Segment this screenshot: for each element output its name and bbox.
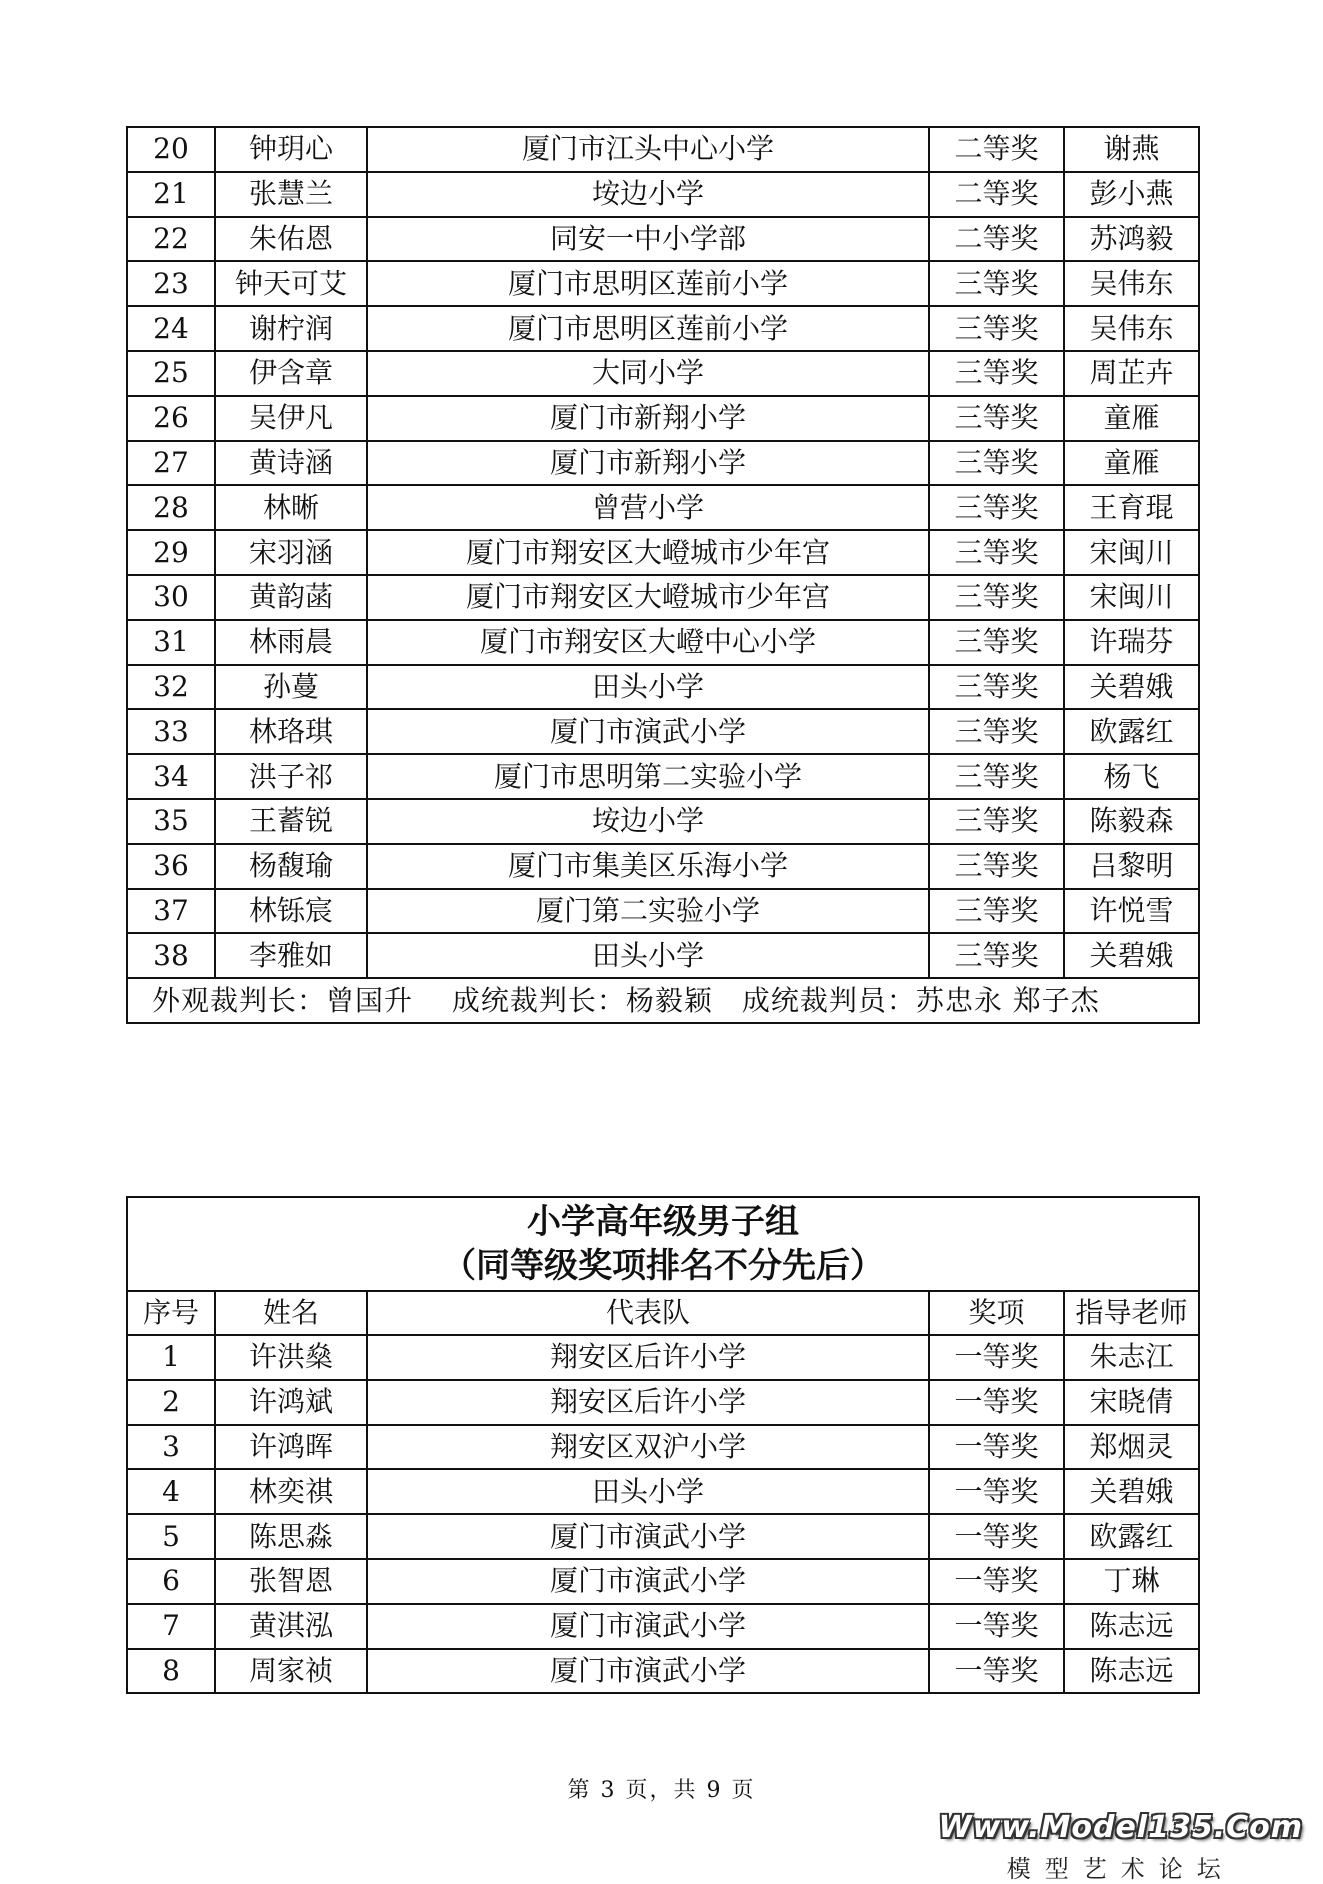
cell-name: 谢柠润 [215,306,367,351]
table-row [127,485,1199,530]
cell-team: 厦门市演武小学 [367,1559,929,1604]
header-team: 代表队 [367,1291,929,1335]
cell-seq: 21 [127,172,215,217]
results-table-continued [126,126,1200,1024]
cell-teacher: 许瑞芬 [1064,620,1199,665]
table-row [127,1649,1199,1694]
table-row [127,844,1199,889]
cell-award: 三等奖 [929,261,1064,306]
header-teacher: 指导老师 [1064,1291,1199,1335]
cell-name: 林奕祺 [215,1469,367,1514]
cell-seq: 33 [127,709,215,754]
cell-seq: 30 [127,575,215,620]
cell-name: 黄韵菡 [215,575,367,620]
cell-seq: 27 [127,441,215,486]
cell-award: 一等奖 [929,1559,1064,1604]
cell-award: 三等奖 [929,620,1064,665]
cell-team: 厦门市演武小学 [367,1649,929,1694]
cell-teacher: 周芷卉 [1064,351,1199,396]
cell-seq: 6 [127,1559,215,1604]
cell-seq: 38 [127,933,215,978]
cell-team: 厦门市演武小学 [367,1514,929,1559]
cell-name: 朱佑恩 [215,217,367,262]
cell-team: 翔安区后许小学 [367,1335,929,1380]
header-seq: 序号 [127,1291,215,1335]
table-row [127,306,1199,351]
cell-teacher: 陈志远 [1064,1604,1199,1649]
cell-teacher: 谢燕 [1064,127,1199,172]
watermark [939,1810,1303,1884]
cell-award: 三等奖 [929,530,1064,575]
cell-team: 厦门市新翔小学 [367,441,929,486]
cell-team: 大同小学 [367,351,929,396]
cell-team: 厦门市思明区莲前小学 [367,261,929,306]
cell-team: 田头小学 [367,665,929,710]
cell-teacher: 宋闽川 [1064,575,1199,620]
cell-award: 一等奖 [929,1649,1064,1694]
cell-award: 三等奖 [929,441,1064,486]
cell-award: 三等奖 [929,306,1064,351]
cell-teacher: 关碧娥 [1064,1469,1199,1514]
table-row [127,1514,1199,1559]
cell-award: 一等奖 [929,1604,1064,1649]
cell-name: 林珞琪 [215,709,367,754]
table-row [127,1380,1199,1425]
cell-team: 厦门第二实验小学 [367,889,929,934]
cell-team: 厦门市演武小学 [367,1604,929,1649]
cell-teacher: 苏鸿毅 [1064,217,1199,262]
table-row [127,799,1199,844]
cell-team: 曾营小学 [367,485,929,530]
cell-award: 三等奖 [929,665,1064,710]
cell-seq: 32 [127,665,215,710]
cell-seq: 36 [127,844,215,889]
cell-seq: 2 [127,1380,215,1425]
results-table-senior-boys [126,1196,1200,1694]
cell-seq: 5 [127,1514,215,1559]
cell-team: 田头小学 [367,1469,929,1514]
cell-seq: 28 [127,485,215,530]
cell-seq: 22 [127,217,215,262]
table-row [127,665,1199,710]
table-row [127,620,1199,665]
cell-teacher: 欧露红 [1064,709,1199,754]
cell-award: 一等奖 [929,1425,1064,1470]
cell-award: 三等奖 [929,351,1064,396]
cell-seq: 3 [127,1425,215,1470]
cell-name: 周家祯 [215,1649,367,1694]
cell-seq: 26 [127,396,215,441]
cell-name: 林雨晨 [215,620,367,665]
watermark-url: Www.Model135.Com [938,1810,1303,1845]
cell-team: 厦门市江头中心小学 [367,127,929,172]
cell-team: 田头小学 [367,933,929,978]
group-title-row [127,1197,1199,1291]
cell-name: 洪子祁 [215,754,367,799]
cell-award: 三等奖 [929,799,1064,844]
cell-name: 林铄宸 [215,889,367,934]
cell-name: 黄诗涵 [215,441,367,486]
cell-name: 许鸿斌 [215,1380,367,1425]
cell-teacher: 陈毅森 [1064,799,1199,844]
table-row [127,261,1199,306]
cell-name: 陈思淼 [215,1514,367,1559]
table-row [127,1469,1199,1514]
table-row [127,217,1199,262]
cell-name: 王蓄锐 [215,799,367,844]
cell-teacher: 吕黎明 [1064,844,1199,889]
cell-teacher: 关碧娥 [1064,665,1199,710]
cell-teacher: 宋晓倩 [1064,1380,1199,1425]
table-row [127,709,1199,754]
header-row [127,1291,1199,1335]
group-title [127,1197,1199,1291]
cell-name: 杨馥瑜 [215,844,367,889]
judges-footer: 外观裁判长：曾国升 成统裁判长：杨毅颖 成统裁判员：苏忠永 郑子杰 [127,978,1199,1023]
cell-teacher: 关碧娥 [1064,933,1199,978]
table-row [127,754,1199,799]
cell-award: 二等奖 [929,127,1064,172]
page-number: 第 3 页，共 9 页 [567,1778,756,1803]
cell-award: 一等奖 [929,1380,1064,1425]
cell-award: 三等奖 [929,396,1064,441]
table-row [127,396,1199,441]
cell-award: 三等奖 [929,754,1064,799]
table-row [127,1425,1199,1470]
table-row [127,441,1199,486]
cell-teacher: 吴伟东 [1064,306,1199,351]
cell-award: 二等奖 [929,217,1064,262]
cell-seq: 8 [127,1649,215,1694]
cell-name: 宋羽涵 [215,530,367,575]
cell-teacher: 杨飞 [1064,754,1199,799]
cell-teacher: 彭小燕 [1064,172,1199,217]
cell-award: 三等奖 [929,844,1064,889]
cell-award: 三等奖 [929,933,1064,978]
cell-award: 一等奖 [929,1514,1064,1559]
cell-team: 厦门市新翔小学 [367,396,929,441]
cell-teacher: 许悦雪 [1064,889,1199,934]
cell-award: 一等奖 [929,1335,1064,1380]
cell-seq: 4 [127,1469,215,1514]
cell-name: 林晰 [215,485,367,530]
cell-seq: 37 [127,889,215,934]
cell-seq: 7 [127,1604,215,1649]
cell-seq: 23 [127,261,215,306]
cell-team: 翔安区后许小学 [367,1380,929,1425]
cell-award: 三等奖 [929,709,1064,754]
group-title-line2: （同等级奖项排名不分先后） [442,1246,884,1286]
cell-name: 孙蔓 [215,665,367,710]
cell-name: 钟天可艾 [215,261,367,306]
table-row [127,127,1199,172]
watermark-caption: 模型艺术论坛 [1006,1855,1235,1883]
cell-team: 翔安区双沪小学 [367,1425,929,1470]
cell-name: 钟玥心 [215,127,367,172]
table-row [127,530,1199,575]
cell-teacher: 宋闽川 [1064,530,1199,575]
cell-name: 张智恩 [215,1559,367,1604]
cell-name: 张慧兰 [215,172,367,217]
cell-team: 厦门市翔安区大嶝城市少年宫 [367,530,929,575]
cell-team: 垵边小学 [367,172,929,217]
cell-award: 三等奖 [929,485,1064,530]
cell-teacher: 童雁 [1064,441,1199,486]
cell-teacher: 王育琨 [1064,485,1199,530]
cell-name: 黄淇泓 [215,1604,367,1649]
table-row [127,1559,1199,1604]
cell-seq: 1 [127,1335,215,1380]
cell-team: 厦门市集美区乐海小学 [367,844,929,889]
cell-name: 许洪燊 [215,1335,367,1380]
cell-name: 吴伊凡 [215,396,367,441]
cell-award: 二等奖 [929,172,1064,217]
cell-team: 厦门市翔安区大嶝城市少年宫 [367,575,929,620]
cell-seq: 24 [127,306,215,351]
judges-row [127,978,1199,1023]
header-award: 奖项 [929,1291,1064,1335]
cell-team: 厦门市思明第二实验小学 [367,754,929,799]
table-row [127,1604,1199,1649]
cell-seq: 34 [127,754,215,799]
cell-teacher: 童雁 [1064,396,1199,441]
cell-seq: 31 [127,620,215,665]
cell-teacher: 吴伟东 [1064,261,1199,306]
cell-team: 厦门市翔安区大嶝中心小学 [367,620,929,665]
cell-award: 一等奖 [929,1469,1064,1514]
table-row [127,351,1199,396]
cell-teacher: 朱志江 [1064,1335,1199,1380]
cell-teacher: 欧露红 [1064,1514,1199,1559]
cell-team: 厦门市演武小学 [367,709,929,754]
table-row [127,575,1199,620]
cell-seq: 20 [127,127,215,172]
cell-seq: 25 [127,351,215,396]
cell-seq: 29 [127,530,215,575]
cell-name: 伊含章 [215,351,367,396]
header-name: 姓名 [215,1291,367,1335]
cell-award: 三等奖 [929,889,1064,934]
cell-team: 厦门市思明区莲前小学 [367,306,929,351]
cell-seq: 35 [127,799,215,844]
cell-team: 同安一中小学部 [367,217,929,262]
cell-teacher: 郑烟灵 [1064,1425,1199,1470]
table-row [127,933,1199,978]
cell-teacher: 丁琳 [1064,1559,1199,1604]
table-row [127,172,1199,217]
table-row [127,889,1199,934]
group-title-line1: 小学高年级男子组 [527,1201,799,1242]
cell-team: 垵边小学 [367,799,929,844]
cell-teacher: 陈志远 [1064,1649,1199,1694]
cell-name: 许鸿晖 [215,1425,367,1470]
table-row [127,1335,1199,1380]
cell-award: 三等奖 [929,575,1064,620]
cell-name: 李雅如 [215,933,367,978]
